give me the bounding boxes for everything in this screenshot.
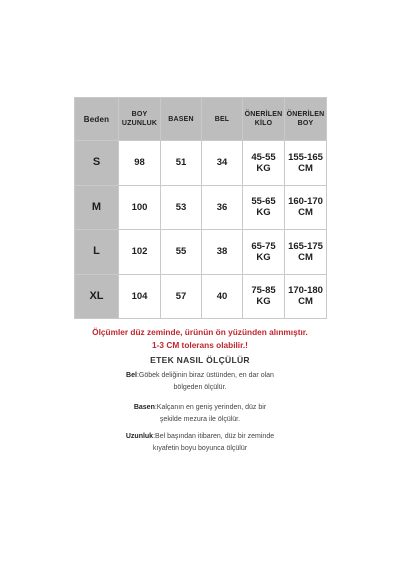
header-beden: Beden <box>75 98 119 141</box>
header-boy-uzunluk: BOY UZUNLUK <box>119 98 161 141</box>
basen-cell: 57 <box>161 274 202 319</box>
table-row <box>75 141 327 186</box>
measurement-note: Ölçümler düz zeminde, ürünün ön yüzünden alınmıştır. <box>92 327 308 337</box>
table-row <box>75 230 327 275</box>
bel-cell: 38 <box>202 230 243 275</box>
size-cell: M <box>75 185 119 230</box>
bel-cell: 34 <box>202 141 243 186</box>
kilo-cell: 45-55 KG <box>243 141 285 186</box>
bel-cell: 40 <box>202 274 243 319</box>
basen-cell: 51 <box>161 141 202 186</box>
guide-item-basen: Basen:Kalçanın en geniş yerinden, düz bir şekilde mezura ile ölçülür. <box>133 404 267 423</box>
size-cell: L <box>75 230 119 275</box>
guide-title: ETEK NASIL ÖLÇÜLÜR <box>150 355 250 365</box>
basen-cell: 53 <box>161 185 202 230</box>
basen-cell: 55 <box>161 230 202 275</box>
height-cell: 160-170 CM <box>285 185 327 230</box>
tolerance-note: 1-3 CM tolerans olabilir.! <box>152 340 248 350</box>
guide-item-bel: Bel:Göbek deliğinin biraz üstünden, en dar olan bölgeden ölçülür. <box>126 372 274 391</box>
kilo-cell: 65-75 KG <box>243 230 285 275</box>
height-cell: 170-180 CM <box>285 274 327 319</box>
guide-term: Basen <box>133 404 155 411</box>
height-cell: 155-165 CM <box>285 141 327 186</box>
size-cell: S <box>75 141 119 186</box>
header-basen: BASEN <box>161 98 202 141</box>
table-row <box>75 185 327 230</box>
guide-term: Uzunluk <box>125 433 154 440</box>
bel-cell: 36 <box>202 185 243 230</box>
size-cell: XL <box>75 274 119 319</box>
boy-cell: 104 <box>119 274 161 319</box>
kilo-cell: 55-65 KG <box>243 185 285 230</box>
guide-item-uzunluk: Uzunluk:Bel başından itibaren, düz bir zeminde kıyafetin boyu boyunca ölçülür <box>125 433 275 452</box>
table-row <box>75 274 327 319</box>
boy-cell: 100 <box>119 185 161 230</box>
guide-term: Bel <box>126 372 137 379</box>
header-onerilen-boy: ÖNERİLEN BOY <box>285 98 327 141</box>
size-chart-table <box>74 97 327 319</box>
height-cell: 165-175 CM <box>285 230 327 275</box>
table-header-row <box>75 98 327 141</box>
kilo-cell: 75-85 KG <box>243 274 285 319</box>
boy-cell: 98 <box>119 141 161 186</box>
header-bel: BEL <box>202 98 243 141</box>
boy-cell: 102 <box>119 230 161 275</box>
header-onerilen-kilo: ÖNERİLEN KİLO <box>243 98 285 141</box>
